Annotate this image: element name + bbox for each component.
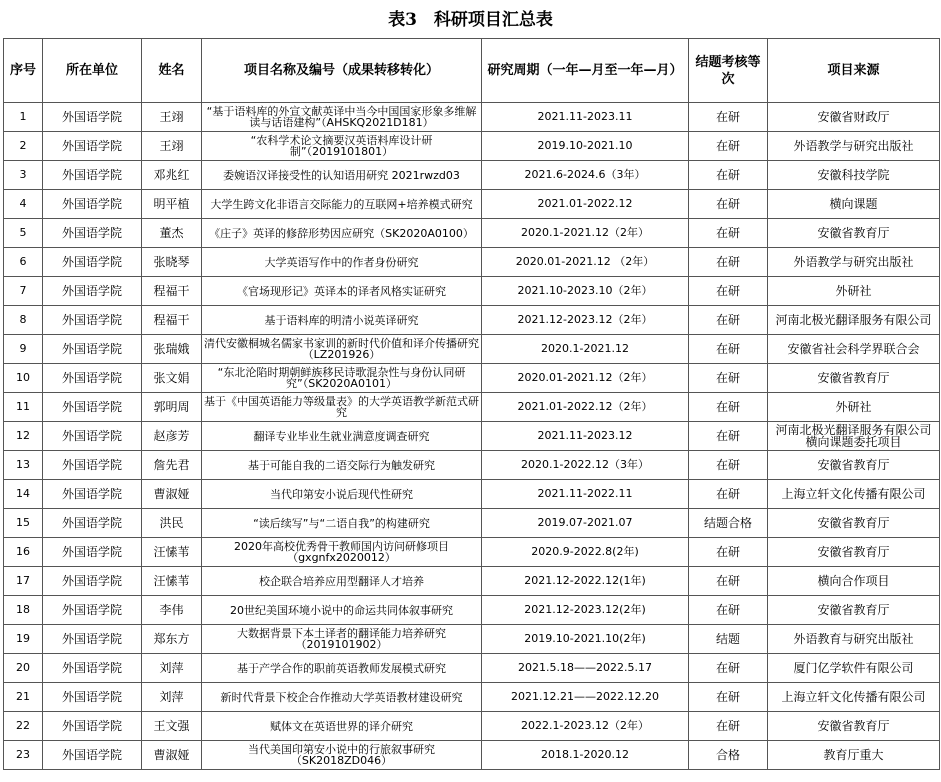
cell-source: 安徽省财政厅 — [768, 103, 940, 132]
cell-project: 基于语料库的明清小说英译研究 — [202, 306, 482, 335]
cell-source: 安徽省教育厅 — [768, 451, 940, 480]
cell-name: 郭明周 — [142, 393, 202, 422]
cell-period: 2021.11-2023.12 — [482, 422, 689, 451]
cell-no: 16 — [4, 538, 43, 567]
cell-status: 在研 — [689, 451, 768, 480]
cell-project: “读后续写”与“二语自我”的构建研究 — [202, 509, 482, 538]
cell-no: 12 — [4, 422, 43, 451]
cell-period: 2021.11-2023.11 — [482, 103, 689, 132]
cell-unit: 外国语学院 — [43, 422, 142, 451]
cell-status: 在研 — [689, 712, 768, 741]
cell-project: 基于可能自我的二语交际行为触发研究 — [202, 451, 482, 480]
cell-unit: 外国语学院 — [43, 132, 142, 161]
cell-source: 上海立轩文化传播有限公司 — [768, 480, 940, 509]
cell-unit: 外国语学院 — [43, 509, 142, 538]
cell-project: 《官场现形记》英译本的译者风格实证研究 — [202, 277, 482, 306]
table-row — [4, 364, 940, 393]
cell-unit: 外国语学院 — [43, 335, 142, 364]
cell-status: 合格 — [689, 741, 768, 770]
cell-name: 詹先君 — [142, 451, 202, 480]
cell-status: 在研 — [689, 190, 768, 219]
cell-unit: 外国语学院 — [43, 190, 142, 219]
table-row — [4, 190, 940, 219]
cell-name: 刘萍 — [142, 683, 202, 712]
cell-source: 横向合作项目 — [768, 567, 940, 596]
cell-project: 大数据背景下本土译者的翻译能力培养研究（2019101902） — [202, 625, 482, 654]
table-row — [4, 625, 940, 654]
research-projects-table — [3, 38, 940, 770]
cell-project: “农科学术论文摘要汉英语料库设计研制”（2019101801） — [202, 132, 482, 161]
cell-unit: 外国语学院 — [43, 567, 142, 596]
header-unit: 所在单位 — [43, 39, 142, 103]
table-row — [4, 509, 940, 538]
cell-status: 在研 — [689, 422, 768, 451]
cell-no: 17 — [4, 567, 43, 596]
cell-project: 基于产学合作的职前英语教师发展模式研究 — [202, 654, 482, 683]
cell-period: 2021.12.21——2022.12.20 — [482, 683, 689, 712]
cell-status: 在研 — [689, 538, 768, 567]
cell-no: 14 — [4, 480, 43, 509]
cell-project: 校企联合培养应用型翻译人才培养 — [202, 567, 482, 596]
cell-status: 在研 — [689, 219, 768, 248]
header-row — [4, 39, 940, 103]
header-project: 项目名称及编号（成果转移转化） — [202, 39, 482, 103]
cell-source: 河南北极光翻译服务有限公司横向课题委托项目 — [768, 422, 940, 451]
table-row — [4, 248, 940, 277]
header-name: 姓名 — [142, 39, 202, 103]
cell-name: 汪愫苇 — [142, 567, 202, 596]
cell-project: “基于语料库的外宣文献英译中当今中国国家形象多维解读与话语建构”（AHSKQ2021D181） — [202, 103, 482, 132]
cell-status: 在研 — [689, 103, 768, 132]
cell-source: 河南北极光翻译服务有限公司 — [768, 306, 940, 335]
cell-name: 张晓琴 — [142, 248, 202, 277]
table-row — [4, 712, 940, 741]
table-row — [4, 683, 940, 712]
cell-unit: 外国语学院 — [43, 306, 142, 335]
cell-project: 大学生跨文化非语言交际能力的互联网+培养模式研究 — [202, 190, 482, 219]
cell-period: 2020.01-2021.12 （2年） — [482, 248, 689, 277]
cell-name: 董杰 — [142, 219, 202, 248]
cell-name: 程福干 — [142, 277, 202, 306]
cell-unit: 外国语学院 — [43, 451, 142, 480]
cell-period: 2019.07-2021.07 — [482, 509, 689, 538]
cell-no: 20 — [4, 654, 43, 683]
cell-no: 15 — [4, 509, 43, 538]
cell-period: 2021.12-2023.12（2年） — [482, 306, 689, 335]
cell-unit: 外国语学院 — [43, 248, 142, 277]
cell-name: 赵彦芳 — [142, 422, 202, 451]
cell-project: 大学英语写作中的作者身份研究 — [202, 248, 482, 277]
header-period: 研究周期（一年—月至一年—月） — [482, 39, 689, 103]
table-row — [4, 393, 940, 422]
cell-project: 2020年高校优秀骨干教师国内访问研修项目（gxgnfx2020012） — [202, 538, 482, 567]
cell-source: 安徽科技学院 — [768, 161, 940, 190]
table-row — [4, 132, 940, 161]
cell-period: 2021.11-2022.11 — [482, 480, 689, 509]
cell-project: 基于《中国英语能力等级量表》的大学英语教学新范式研究 — [202, 393, 482, 422]
table-row — [4, 219, 940, 248]
cell-project: 新时代背景下校企合作推动大学英语教材建设研究 — [202, 683, 482, 712]
cell-name: 郑东方 — [142, 625, 202, 654]
cell-no: 6 — [4, 248, 43, 277]
cell-name: 王翊 — [142, 103, 202, 132]
cell-status: 在研 — [689, 306, 768, 335]
cell-project: “东北沦陷时期朝鲜族移民诗歌混杂性与身份认同研究”（SK2020A0101） — [202, 364, 482, 393]
cell-source: 横向课题 — [768, 190, 940, 219]
cell-source: 安徽省教育厅 — [768, 219, 940, 248]
cell-name: 洪民 — [142, 509, 202, 538]
table-row — [4, 422, 940, 451]
cell-unit: 外国语学院 — [43, 161, 142, 190]
cell-period: 2021.01-2022.12（2年） — [482, 393, 689, 422]
cell-no: 21 — [4, 683, 43, 712]
cell-unit: 外国语学院 — [43, 103, 142, 132]
cell-no: 5 — [4, 219, 43, 248]
page-title: 表3 科研项目汇总表 — [388, 10, 553, 30]
cell-no: 8 — [4, 306, 43, 335]
cell-status: 在研 — [689, 393, 768, 422]
cell-name: 刘萍 — [142, 654, 202, 683]
cell-unit: 外国语学院 — [43, 538, 142, 567]
cell-name: 张文娟 — [142, 364, 202, 393]
cell-unit: 外国语学院 — [43, 364, 142, 393]
cell-source: 安徽省教育厅 — [768, 596, 940, 625]
table-row — [4, 103, 940, 132]
cell-status: 在研 — [689, 596, 768, 625]
cell-period: 2019.10-2021.10 — [482, 132, 689, 161]
cell-unit: 外国语学院 — [43, 654, 142, 683]
cell-source: 安徽省社会科学界联合会 — [768, 335, 940, 364]
cell-no: 22 — [4, 712, 43, 741]
cell-name: 王翊 — [142, 132, 202, 161]
table-row — [4, 161, 940, 190]
cell-unit: 外国语学院 — [43, 741, 142, 770]
cell-status: 在研 — [689, 248, 768, 277]
cell-no: 11 — [4, 393, 43, 422]
cell-status: 结题 — [689, 625, 768, 654]
table-row — [4, 451, 940, 480]
cell-period: 2018.1-2020.12 — [482, 741, 689, 770]
table-row — [4, 596, 940, 625]
cell-period: 2020.1-2021.12（2年） — [482, 219, 689, 248]
cell-project: 20世纪美国环境小说中的命运共同体叙事研究 — [202, 596, 482, 625]
cell-no: 13 — [4, 451, 43, 480]
cell-period: 2020.1-2022.12（3年） — [482, 451, 689, 480]
cell-source: 安徽省教育厅 — [768, 538, 940, 567]
cell-status: 在研 — [689, 683, 768, 712]
cell-project: 当代美国印第安小说中的行旅叙事研究（SK2018ZD046） — [202, 741, 482, 770]
cell-no: 10 — [4, 364, 43, 393]
table-row — [4, 741, 940, 770]
cell-no: 19 — [4, 625, 43, 654]
cell-source: 外语教育与研究出版社 — [768, 625, 940, 654]
cell-source: 外语教学与研究出版社 — [768, 248, 940, 277]
cell-unit: 外国语学院 — [43, 625, 142, 654]
cell-project: 委婉语汉译接受性的认知语用研究 2021rwzd03 — [202, 161, 482, 190]
cell-status: 在研 — [689, 654, 768, 683]
cell-name: 邓兆红 — [142, 161, 202, 190]
table-row — [4, 306, 940, 335]
cell-period: 2020.1-2021.12 — [482, 335, 689, 364]
cell-status: 在研 — [689, 480, 768, 509]
cell-status: 在研 — [689, 161, 768, 190]
cell-project: 清代安徽桐城名儒家书家训的新时代价值和译介传播研究（LZ201926） — [202, 335, 482, 364]
cell-no: 23 — [4, 741, 43, 770]
cell-name: 曹淑娅 — [142, 480, 202, 509]
cell-no: 7 — [4, 277, 43, 306]
table-row — [4, 567, 940, 596]
cell-status: 在研 — [689, 132, 768, 161]
cell-source: 安徽省教育厅 — [768, 364, 940, 393]
cell-period: 2021.5.18——2022.5.17 — [482, 654, 689, 683]
cell-status: 在研 — [689, 364, 768, 393]
cell-no: 4 — [4, 190, 43, 219]
cell-project: 翻译专业毕业生就业满意度调查研究 — [202, 422, 482, 451]
cell-source: 安徽省教育厅 — [768, 509, 940, 538]
cell-unit: 外国语学院 — [43, 219, 142, 248]
table-row — [4, 480, 940, 509]
cell-no: 3 — [4, 161, 43, 190]
cell-status: 在研 — [689, 567, 768, 596]
cell-name: 曹淑娅 — [142, 741, 202, 770]
cell-source: 上海立轩文化传播有限公司 — [768, 683, 940, 712]
cell-no: 1 — [4, 103, 43, 132]
cell-source: 外研社 — [768, 393, 940, 422]
cell-name: 汪愫苇 — [142, 538, 202, 567]
cell-unit: 外国语学院 — [43, 393, 142, 422]
cell-source: 外语教学与研究出版社 — [768, 132, 940, 161]
table-row — [4, 654, 940, 683]
header-source: 项目来源 — [768, 39, 940, 103]
cell-source: 教育厅重大 — [768, 741, 940, 770]
cell-source: 厦门亿学软件有限公司 — [768, 654, 940, 683]
cell-unit: 外国语学院 — [43, 712, 142, 741]
cell-no: 18 — [4, 596, 43, 625]
cell-no: 2 — [4, 132, 43, 161]
cell-unit: 外国语学院 — [43, 277, 142, 306]
cell-source: 外研社 — [768, 277, 940, 306]
cell-period: 2021.6-2024.6（3年） — [482, 161, 689, 190]
cell-status: 在研 — [689, 335, 768, 364]
cell-name: 李伟 — [142, 596, 202, 625]
cell-period: 2021.01-2022.12 — [482, 190, 689, 219]
cell-project: 当代印第安小说后现代性研究 — [202, 480, 482, 509]
cell-status: 结题合格 — [689, 509, 768, 538]
cell-period: 2021.10-2023.10（2年） — [482, 277, 689, 306]
cell-period: 2021.12-2022.12(1年) — [482, 567, 689, 596]
cell-unit: 外国语学院 — [43, 596, 142, 625]
cell-period: 2021.12-2023.12(2年) — [482, 596, 689, 625]
cell-name: 程福干 — [142, 306, 202, 335]
cell-source: 安徽省教育厅 — [768, 712, 940, 741]
table-row — [4, 335, 940, 364]
cell-period: 2019.10-2021.10(2年) — [482, 625, 689, 654]
cell-unit: 外国语学院 — [43, 480, 142, 509]
cell-period: 2020.9-2022.8(2年) — [482, 538, 689, 567]
cell-no: 9 — [4, 335, 43, 364]
cell-name: 张瑞娥 — [142, 335, 202, 364]
cell-project: 赋体文在英语世界的译介研究 — [202, 712, 482, 741]
cell-period: 2022.1-2023.12（2年） — [482, 712, 689, 741]
cell-status: 在研 — [689, 277, 768, 306]
cell-unit: 外国语学院 — [43, 683, 142, 712]
table-row — [4, 538, 940, 567]
table-row — [4, 277, 940, 306]
header-no: 序号 — [4, 39, 43, 103]
cell-project: 《庄子》英译的修辞形势因应研究（SK2020A0100） — [202, 219, 482, 248]
header-status: 结题考核等次 — [689, 39, 768, 103]
cell-period: 2020.01-2021.12（2年） — [482, 364, 689, 393]
cell-name: 王文强 — [142, 712, 202, 741]
cell-name: 明平植 — [142, 190, 202, 219]
